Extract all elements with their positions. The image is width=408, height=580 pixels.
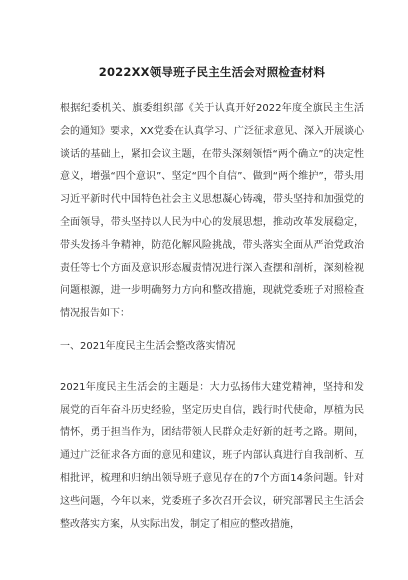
intro-paragraph: 根据纪委机关、旗委组织部《关于认真开好2022年度全旗民主生活会的通知》要求，XX党委在认真学习、广泛征求意见、深入开展谈心谈话的基础上，紧扣会议主题，在带头深刻领悟“两个确立”的决定性意义，增强“四个意识”、坚定“四个自信”、做到“两个维护”，带头用习近平新时代中国特色社会主义思想凝心铸魂，带头坚持和加强党的全面领导，带头坚持以人民为中心的发展思想，推动改革发展稳定，带头发扬斗争精神，防范化解风险挑战，带头落实全面从严治党政治责任等七个方面及意识形态履责情况进行深入查摆和剖析，深刻检视问题根源，进一步明确努力方向和整改措施，现就党委班子对照检查情况报告如下： — [60, 103, 364, 320]
section-paragraph: 2021年度民主生活会的主题是：大力弘扬伟大建党精神，坚持和发展党的百年奋斗历史经验，坚定历史自信，践行时代使命，厚植为民情怀，勇于担当作为，团结带领人民群众走好新的赶考之路。期间，通过广泛征求各方面的意见和建议，班子内部认真进行自我剖析、互相批评，梳理和归纳出领导班子意见存在的7个方面14条问题。针对这些问题，今年以来，党委班子多次召开会议，研究部署民主生活会整改落实方案，从实际出发，制定了相应的整改措施， — [60, 381, 364, 530]
document-title: 2022XX领导班子民主生活会对照检查材料 — [98, 65, 326, 79]
section-heading: 一、2021年度民主生活会整改落实情况 — [60, 340, 236, 352]
